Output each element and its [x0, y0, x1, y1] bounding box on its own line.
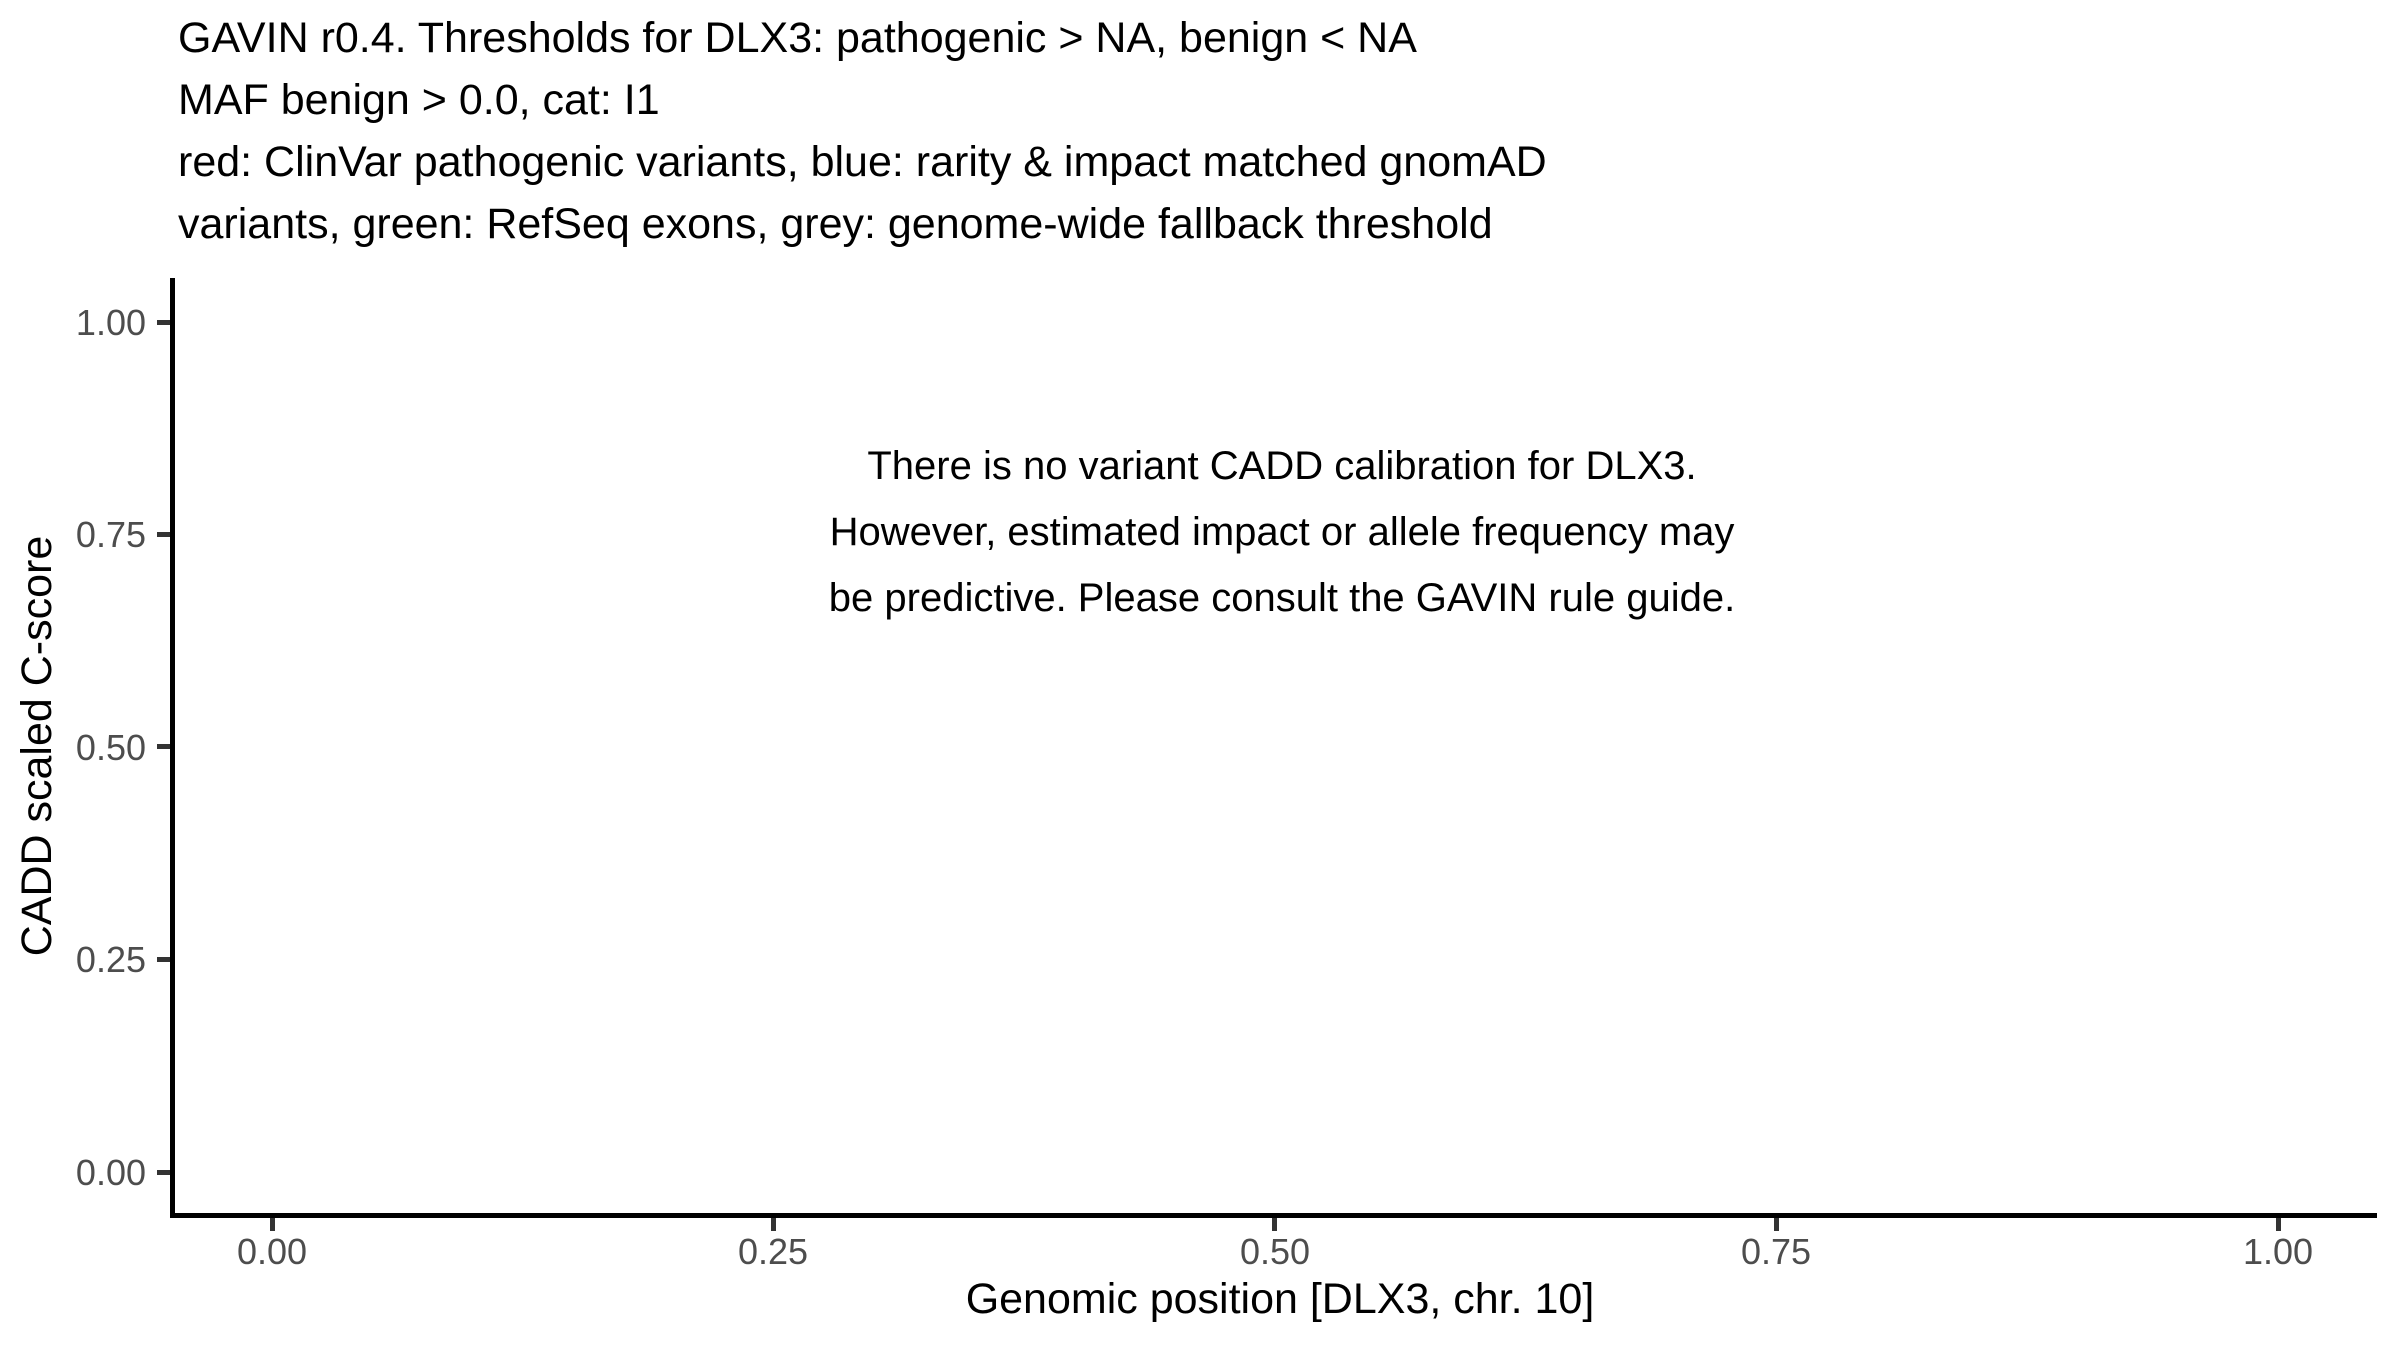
plot-title — [178, 7, 1547, 255]
y-tick-mark-0.50 — [157, 744, 170, 749]
no-calibration-annotation — [682, 433, 1882, 631]
y-axis-title: CADD scaled C-score — [13, 535, 61, 957]
x-tick-label-1.00: 1.00 — [2242, 1231, 2314, 1272]
y-tick-mark-0.00 — [157, 1170, 170, 1175]
y-tick-mark-0.75 — [157, 532, 170, 537]
y-tick-label-0.50: 0.50 — [75, 727, 146, 768]
y-tick-label-0.00: 0.00 — [75, 1152, 146, 1193]
x-tick-label-0.50: 0.50 — [1239, 1231, 1311, 1272]
plot-title-line-1: GAVIN r0.4. Thresholds for DLX3: pathogenic > NA, benign < NA — [178, 14, 1417, 62]
plot-title-line-3: red: ClinVar pathogenic variants, blue: rarity & impact matched gnomAD — [178, 138, 1547, 186]
annotation-line-3: be predictive. Please consult the GAVIN rule guide. — [828, 576, 1736, 620]
annotation-line-2: However, estimated impact or allele frequency may — [829, 510, 1735, 554]
x-tick-mark-0.50 — [1272, 1218, 1277, 1231]
y-tick-label-1.00: 1.00 — [75, 302, 146, 343]
x-tick-mark-0.25 — [771, 1218, 776, 1231]
x-tick-mark-0.75 — [1774, 1218, 1779, 1231]
x-tick-label-0.00: 0.00 — [236, 1231, 308, 1272]
y-tick-label-0.75: 0.75 — [75, 514, 146, 555]
x-tick-mark-0.00 — [270, 1218, 275, 1231]
plot-title-line-4: variants, green: RefSeq exons, grey: genome-wide fallback threshold — [178, 200, 1493, 248]
y-tick-mark-0.25 — [157, 957, 170, 962]
y-axis-line — [170, 278, 175, 1218]
y-tick-label-0.25: 0.25 — [75, 939, 146, 980]
annotation-line-1: There is no variant CADD calibration for DLX3. — [867, 444, 1697, 488]
x-tick-label-0.75: 0.75 — [1740, 1231, 1812, 1272]
plot-title-line-2: MAF benign > 0.0, cat: I1 — [178, 76, 660, 124]
x-tick-label-0.25: 0.25 — [737, 1231, 809, 1272]
x-tick-mark-1.00 — [2276, 1218, 2281, 1231]
x-axis-title: Genomic position [DLX3, chr. 10] — [965, 1275, 1595, 1323]
y-tick-mark-1.00 — [157, 320, 170, 325]
